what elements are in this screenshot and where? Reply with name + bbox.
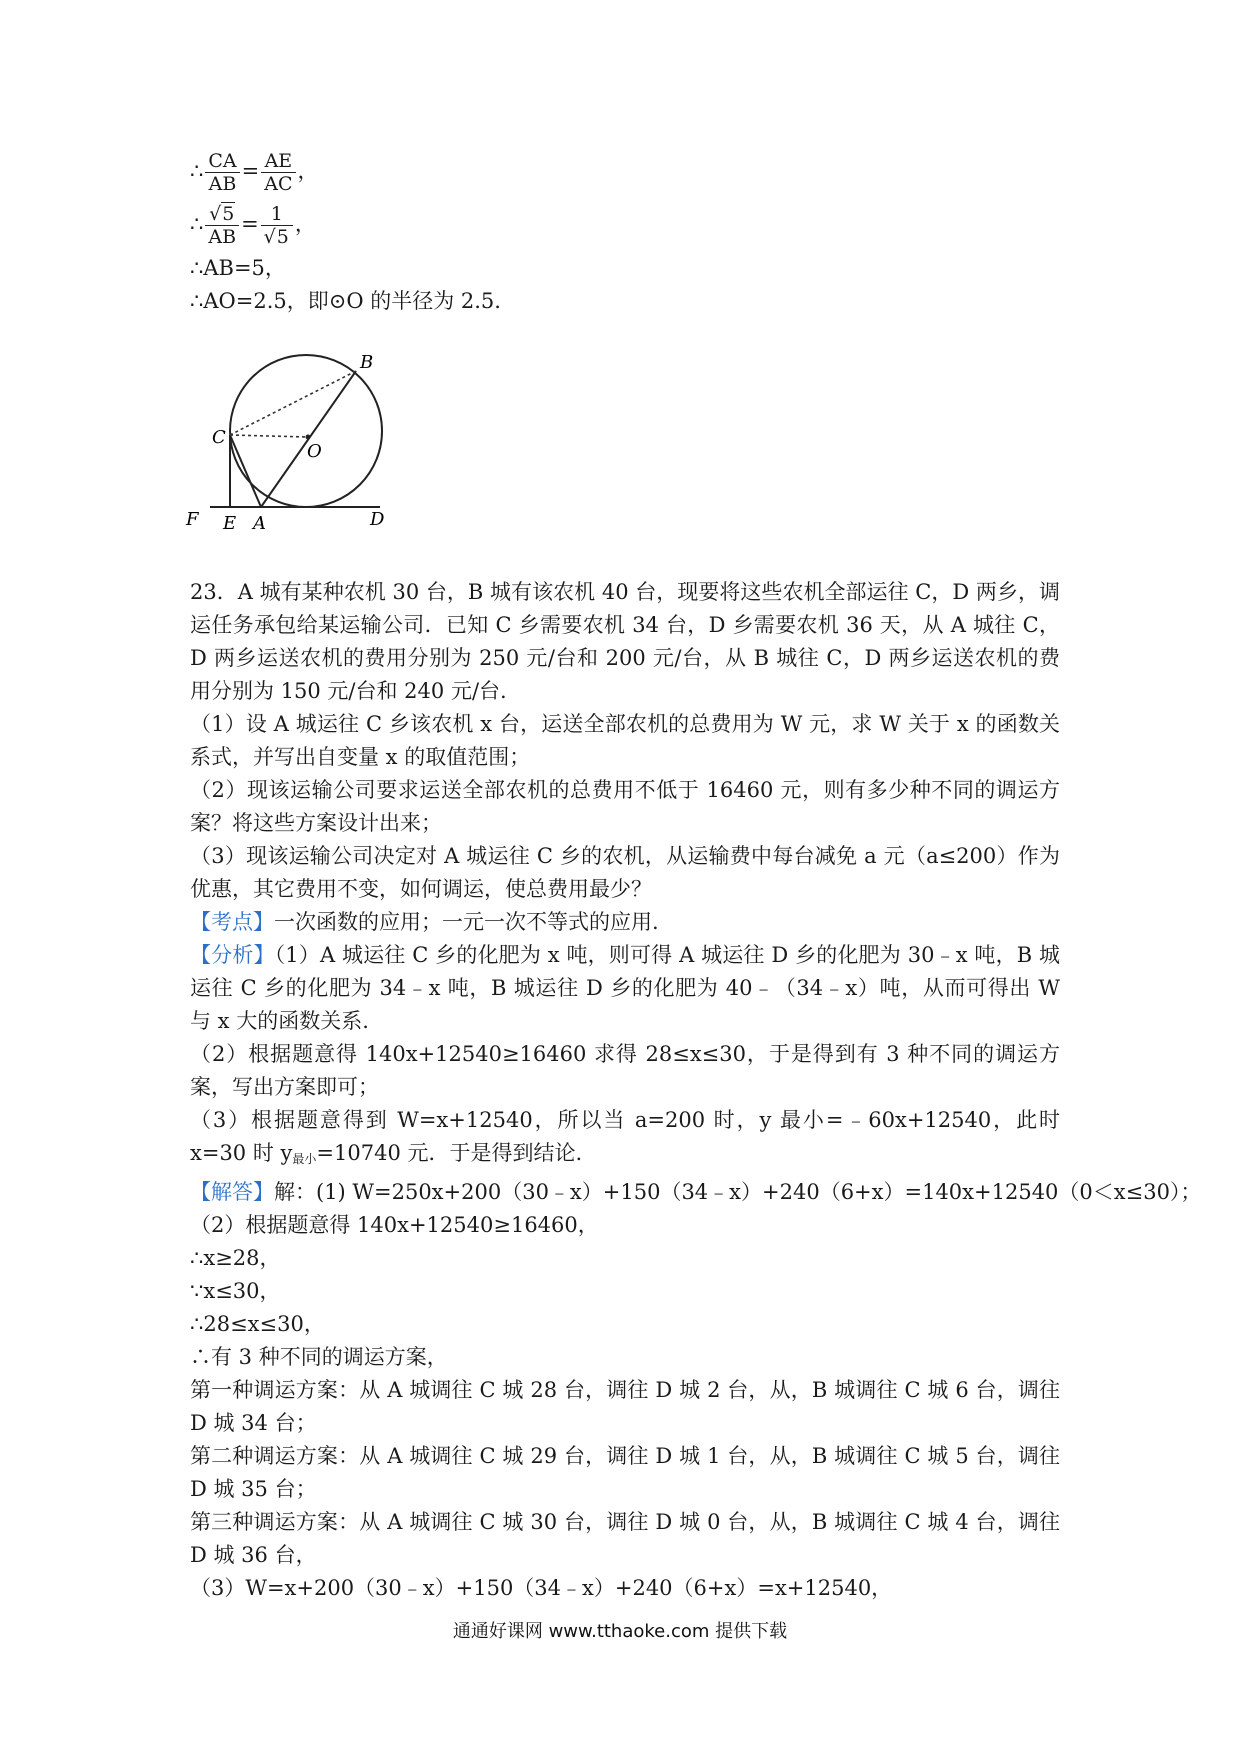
label-a: A — [253, 513, 266, 534]
fenxi-section: 【分析】（1）A 城运往 C 乡的化肥为 x 吨，则可得 A 城运往 D 乡的化肥为 30﹣x 吨，B 城运往 C 乡的化肥为 34﹣x 吨，B 城运往 D 乡的化肥为 40﹣（34﹣x）吨，从而可得出 W 与 x 大的函数关系. — [190, 943, 1060, 1033]
question-23-stem: 23．A 城有某种农机 30 台，B 城有该农机 40 台，现要将这些农机全部运往 C，D 两乡，调运任务承包给某运输公司．已知 C 乡需要农机 34 台，D 乡需要农机 36 天，从 A 城往 C，D 两乡运送农机的费用分别为 250 元/台和 200 元/台，从 B 城往 C，D 两乡运送农机的费用分别为 150 元/台和 240 元/台. — [190, 580, 1060, 703]
therefore-symbol: ∴ — [190, 159, 204, 183]
label-b: B — [360, 352, 374, 373]
jieda-line5: ∴28≤x≤30， — [190, 1312, 325, 1336]
label-d: D — [370, 509, 385, 530]
jieda-line4: ∵x≤30， — [190, 1279, 281, 1303]
jieda-line6: ∴有 3 种不同的调运方案， — [190, 1345, 448, 1369]
label-c: C — [212, 427, 226, 448]
content-area — [186, 150, 1202, 1605]
equation-ratio: ∴ $\frac{CA}{AB}$ = $\frac{AE}{AC}$ ， — [190, 150, 319, 195]
jieda-tag: 【解答】 — [190, 1180, 274, 1204]
scheme-1: 第一种调运方案：从 A 城调往 C 城 28 台，调往 D 城 2 台，从，B 城调往 C 城 6 台，调往 D 城 34 台； — [190, 1378, 1060, 1435]
question-23-part3: （3）现该运输公司决定对 A 城运往 C 乡的农机，从运输费中每台减免 a 元（a≤200）作为优惠，其它费用不变，如何调运，使总费用最少？ — [190, 844, 1060, 901]
fraction-ca-ab: $\frac{CA}{AB}$ — [205, 150, 239, 195]
jieda-line2: （2）根据题意得 140x+12540≥16460， — [190, 1213, 599, 1237]
kaodian-section: 【考点】一次函数的应用；一元一次不等式的应用. — [190, 910, 659, 934]
jieda-line7: （3）W=x+200（30﹣x）+150（34﹣x）+240（6+x）=x+12540， — [190, 1576, 893, 1600]
label-f: F — [186, 509, 199, 530]
circle-diagram — [180, 326, 440, 536]
sqrt-symbol: √5 — [263, 226, 289, 248]
scheme-2: 第二种调运方案：从 A 城调往 C 城 29 台，调往 D 城 1 台，从，B 城调往 C 城 5 台，调往 D 城 35 台； — [190, 1444, 1060, 1501]
radius-result: ∴AO=2.5，即⊙O 的半径为 2.5. — [190, 289, 501, 313]
page-footer: 通通好课网 www.tthaoke.com 提供下载 — [452, 1621, 788, 1642]
sqrt-symbol: √5 — [209, 203, 235, 225]
dashed-co — [230, 435, 308, 437]
geometry-figure — [180, 326, 440, 536]
label-e: E — [223, 513, 237, 534]
fraction-ae-ac: $\frac{AE}{AC}$ — [261, 150, 295, 195]
fenxi-tag: 【分析】 — [190, 943, 275, 967]
jieda-line3: ∴x≥28， — [190, 1246, 281, 1270]
fenxi-part2: （2）根据题意得 140x+12540≥16460 求得 28≤x≤30，于是得到有 3 种不同的调运方案，写出方案即可； — [190, 1042, 1060, 1099]
fraction-1-sqrt5: $\frac{1}{√5}$ — [261, 203, 293, 248]
fenxi-part3: （3）根据题意得到 W=x+12540，所以当 a=200 时，y 最小=﹣60x+12540，此时 x=30 时 $y_{最小}=10740$ 元．于是得到结论. — [190, 1108, 1060, 1166]
kaodian-tag: 【考点】 — [190, 910, 274, 934]
center-point — [306, 435, 311, 440]
equation-sqrt: ∴ $\frac{√5}{AB}$ = $\frac{1}{√5}$ ， — [190, 203, 316, 248]
segment-ca — [230, 435, 261, 507]
circle-o — [230, 355, 382, 507]
therefore-symbol: ∴ — [190, 212, 204, 236]
fraction-sqrt5-ab: $\frac{√5}{AB}$ — [205, 203, 239, 248]
question-23-part2: （2）现该运输公司要求运送全部农机的总费用不低于 16460 元，则有多少种不同的调运方案？将这些方案设计出来； — [190, 778, 1060, 835]
label-o: O — [307, 441, 322, 462]
jieda-section: 【解答】解：(1) W=250x+200（30﹣x）+150（34﹣x）+240（6+x）=140x+12540（0＜x≤30）； — [190, 1180, 1202, 1204]
ab-result: ∴AB=5， — [190, 256, 286, 280]
scheme-3: 第三种调运方案：从 A 城调往 C 城 30 台，调往 D 城 0 台，从，B 城调往 C 城 4 台，调往 D 城 36 台， — [190, 1510, 1060, 1567]
question-23-part1: （1）设 A 城运往 C 乡该农机 x 台，运送全部农机的总费用为 W 元，求 W 关于 x 的函数关系式，并写出自变量 x 的取值范围； — [190, 712, 1060, 769]
